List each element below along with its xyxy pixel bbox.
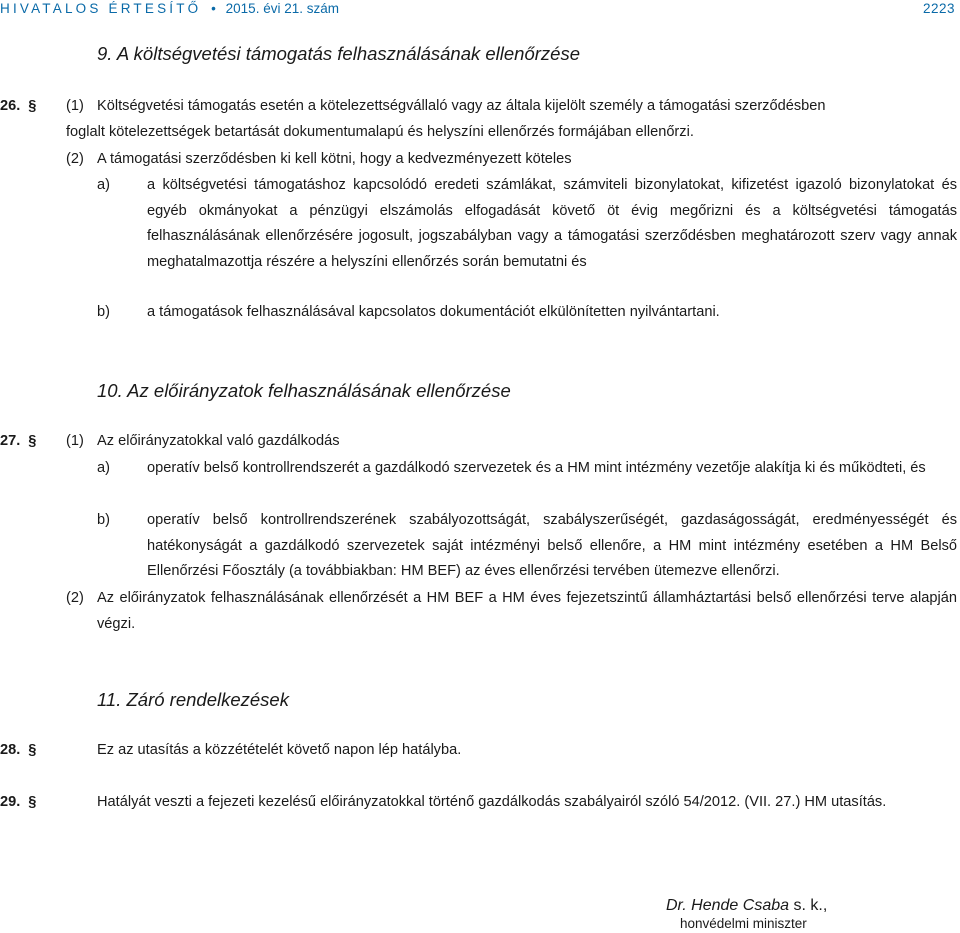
signatory-name: [666, 895, 827, 917]
section-sign: §: [28, 794, 37, 810]
section-sign: §: [28, 98, 37, 114]
p27-sub1-marker: (1): [66, 433, 84, 449]
p27-sub2-text: Az előirányzatok felhasználásának ellenőrzését a HM BEF a HM éves fejezetszintű államháztartási belső ellenőrzési terve alapján végzi.: [97, 590, 957, 632]
paragraph-number: 28.: [0, 742, 21, 758]
p26-item-b-marker: b): [97, 304, 110, 320]
signatory-title: honvédelmi miniszter: [680, 916, 807, 931]
p27-item-b-text: operatív belső kontrollrendszerének szabályozottságát, szabályszerűségét, gazdaságosságát, eredményességét és hatékonyságát a gazdálkodó szervezetek saját intézményi belső ellenőre, a HM mint intézmény esetében a HM Belső Ellenőrzési Főosztály (a továbbiakban: HM BEF) az éves ellenőrzési tervében ütemezve ellenőrzi.: [147, 512, 957, 579]
p26-item-b-text: a támogatások felhasználásával kapcsolatos dokumentációt elkülönítetten nyilvántartani.: [147, 304, 720, 320]
signatory-name-text: Dr. Hende Csaba: [666, 897, 790, 914]
p26-sub1-rest: foglalt kötelezettségek betartását dokumentumalapú és helyszíni ellenőrzés formájában ellenőrzi.: [66, 124, 694, 140]
paragraph-28-number: [0, 738, 36, 764]
paragraph-29-number: [0, 790, 36, 816]
section-9-title: 9. A költségvetési támogatás felhasználásának ellenőrzése: [97, 43, 580, 64]
p26-sub1-marker: (1): [66, 98, 84, 114]
p27-item-a-marker: a): [97, 460, 110, 476]
page-number: 2223: [922, 1, 955, 16]
p28-text: Ez az utasítás a közzétételét követő napon lép hatályba.: [97, 742, 462, 758]
paragraph-number: 27.: [0, 433, 21, 449]
section-sign: §: [28, 742, 37, 758]
p27-item-a-text: operatív belső kontrollrendszerét a gazdálkodó szervezetek és a HM mint intézmény vezetője alakítja ki és működteti, és: [147, 460, 926, 476]
issue-label: 2015. évi 21. szám: [225, 1, 339, 16]
p27-sub1-text: Az előirányzatokkal való gazdálkodás: [97, 433, 340, 449]
p26-item-a-text: a költségvetési támogatáshoz kapcsolódó eredeti számlákat, számviteli bizonylatokat, kifizetést igazoló bizonylatokat és egyéb okmányokat a pénzügyi elszámolás elfogadását követő öt évig megőrizni és a költségvetési támogatás felhasználásának ellenőrzésére jogosult, jogszabályban vagy a támogatási szerződésben meghatározott szerv vagy annak meghatalmazottja részére a helyszíni ellenőrzés során bemutatni és: [147, 177, 957, 270]
p26-sub2-text: A támogatási szerződésben ki kell kötni, hogy a kedvezményezett köteles: [97, 151, 572, 167]
p29-text: Hatályát veszti a fejezeti kezelésű előirányzatokkal történő gazdálkodás szabályairól szóló 54/2012. (VII. 27.) HM utasítás.: [97, 794, 887, 810]
paragraph-number: 26.: [0, 98, 21, 114]
p27-sub2-marker: (2): [66, 590, 84, 606]
p26-sub1-line1: Költségvetési támogatás esetén a kötelezettségvállaló vagy az általa kijelölt személy a támogatási szerződésben: [97, 98, 826, 114]
p26-item-a-marker: a): [97, 177, 110, 193]
section-sign: §: [28, 433, 37, 449]
header-left: [0, 0, 339, 18]
section-11-title: 11. Záró rendelkezések: [97, 689, 289, 710]
paragraph-number: 29.: [0, 794, 21, 810]
page-header: [0, 0, 955, 18]
header-bullet: •: [211, 1, 216, 16]
p27-item-b-marker: b): [97, 512, 110, 528]
paragraph-27-number: [0, 429, 36, 455]
p26-sub2-marker: (2): [66, 151, 84, 167]
section-10-title: 10. Az előirányzatok felhasználásának ellenőrzése: [97, 380, 511, 401]
paragraph-26-number: [0, 94, 36, 120]
signatory-suffix: s. k.,: [789, 897, 828, 914]
journal-title: HIVATALOS ÉRTESÍTŐ: [0, 1, 202, 16]
